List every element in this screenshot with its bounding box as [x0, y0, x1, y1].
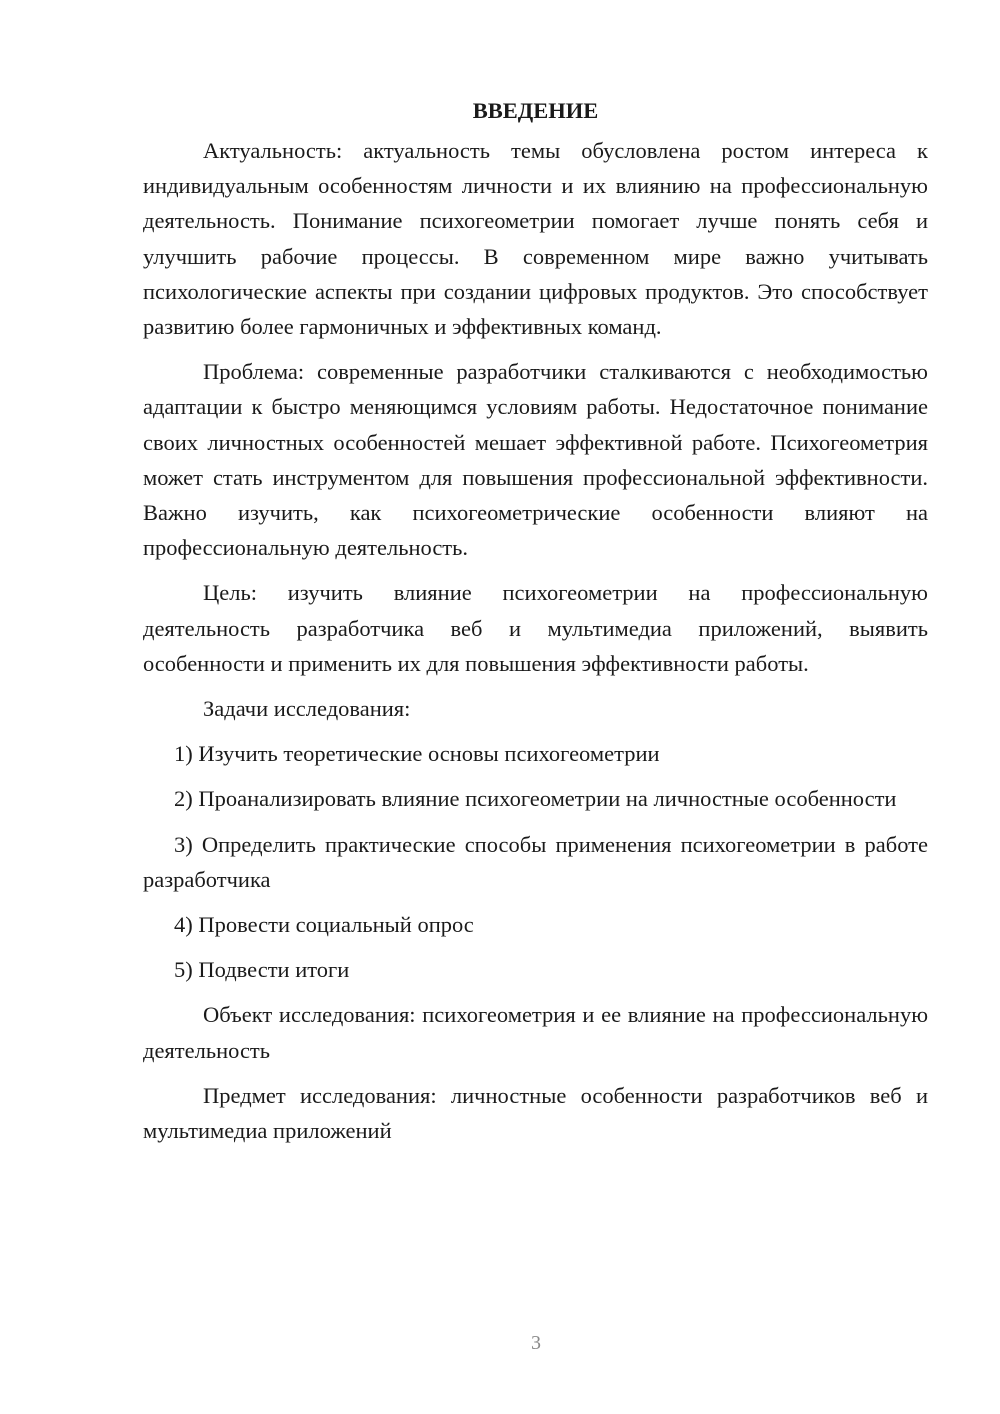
- document-page: [143, 94, 928, 1158]
- task-item: 1) Изучить теоретические основы психогеометрии: [174, 741, 660, 767]
- paragraph-tasks-heading: Задачи исследования:: [203, 696, 411, 722]
- paragraph-subject: Предмет исследования: личностные особенности разработчиков веб и мультимедиа приложений: [143, 1082, 928, 1144]
- task-item: 4) Провести социальный опрос: [174, 912, 474, 938]
- page-number: 3: [531, 1332, 541, 1354]
- paragraph-problem: Проблема: современные разработчики сталкиваются с необходимостью адаптации к быстро меняющимся условиям работы. Недостаточное понимание своих личностных особенностей мешает эффективной работе. Психогеометрия может стать инструментом для повышения профессиональной эффективности. Важно изучить, как психогеометрические особенности влияют на профессиональную деятельность.: [143, 359, 928, 561]
- task-item: 5) Подвести итоги: [174, 957, 350, 983]
- task-item: 2) Проанализировать влияние психогеометрии на личностные особенности: [174, 786, 897, 812]
- section-title: ВВЕДЕНИЕ: [472, 98, 599, 123]
- paragraph-goal: Цель: изучить влияние психогеометрии на профессиональную деятельность разработчика веб и мультимедиа приложений, выявить особенности и применить их для повышения эффективности работы.: [143, 580, 928, 676]
- task-item: 3) Определить практические способы применения психогеометрии в работе разработчика: [143, 831, 928, 892]
- paragraph-object: Объект исследования: психогеометрия и ее влияние на профессиональную деятельность: [143, 1002, 928, 1063]
- paragraph-relevance: Актуальность: актуальность темы обусловлена ростом интереса к индивидуальным особенностям личности и их влиянию на профессиональную деятельность. Понимание психогеометрии помогает лучше понять себя и улучшить рабочие процессы. В современном мире важно учитывать психологические аспекты при создании цифровых продуктов. Это способствует развитию более гармоничных и эффективных команд.: [143, 138, 928, 340]
